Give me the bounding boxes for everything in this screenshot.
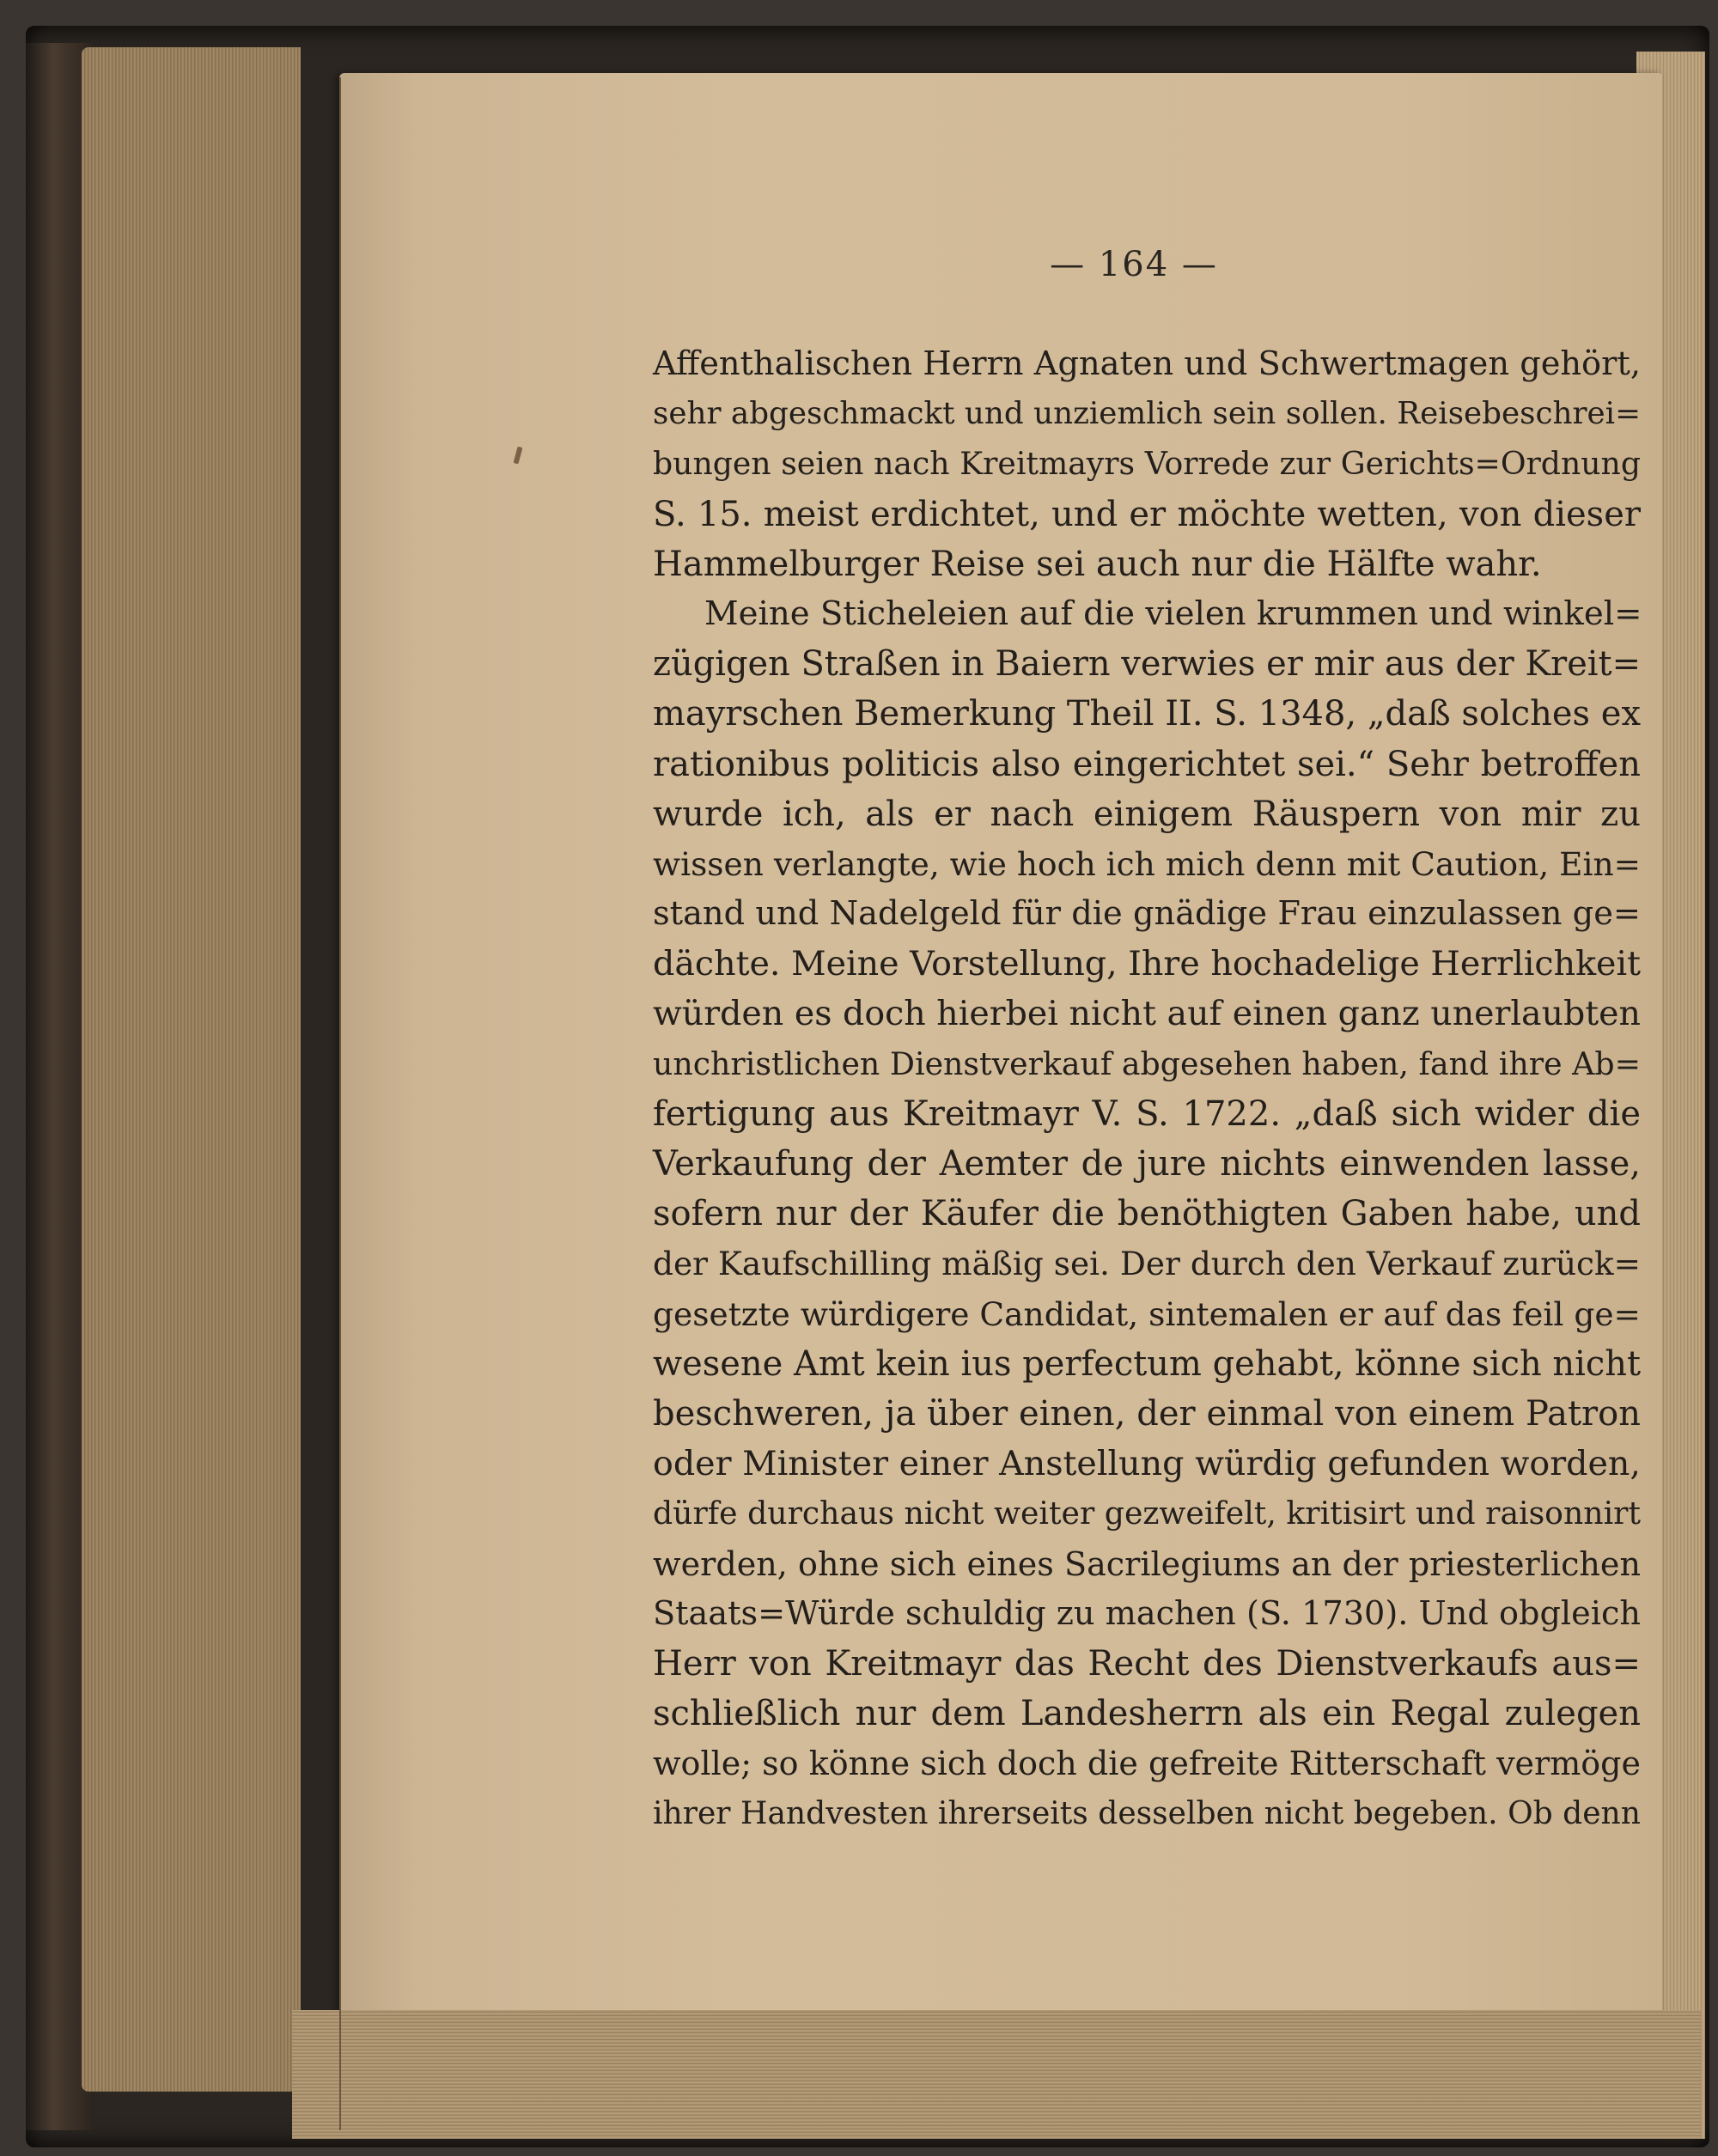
text-line: sehr abgeschmackt und unziemlich sein sollen. Reisebeschrei= xyxy=(653,396,1641,432)
page-number: — 164 — xyxy=(1050,245,1218,284)
text-line: gesetzte würdigere Candidat, sintemalen er auf das feil ge= xyxy=(653,1294,1641,1333)
text-line: fertigung aus Kreitmayr V. S. 1722. „daß sich wider die xyxy=(653,1093,1641,1134)
text-line: Affenthalischen Herrn Agnaten und Schwertmagen gehört, xyxy=(653,344,1641,383)
page-edges-bottom xyxy=(292,2010,1701,2139)
text-line: ihrer Handvesten ihrerseits desselben nicht begeben. Ob denn xyxy=(653,1795,1641,1832)
text-line: würden es doch hierbei nicht auf einen ganz unerlaubten xyxy=(653,994,1641,1034)
text-line: wolle; so könne sich doch die gefreite Ritterschaft vermöge xyxy=(653,1745,1641,1783)
text-line: mayrschen Bemerkung Theil II. S. 1348, „daß solches ex xyxy=(653,694,1641,734)
text-line: stand und Nadelgeld für die gnädige Frau einzulassen ge= xyxy=(653,894,1641,934)
text-line: sofern nur der Käufer die benöthigten Gaben habe, und xyxy=(653,1194,1641,1234)
text-line: zügigen Straßen in Baiern verwies er mir aus der Kreit= xyxy=(653,644,1641,685)
text-line: oder Minister einer Anstellung würdig gefunden worden, xyxy=(653,1444,1641,1484)
text-line: der Kaufschilling mäßig sei. Der durch den Verkauf zurück= xyxy=(653,1245,1641,1283)
text-line: werden, ohne sich eines Sacrilegiums an der priesterlichen xyxy=(653,1544,1641,1583)
text-line: wesene Amt kein ius perfectum gehabt, könne sich nicht xyxy=(653,1343,1641,1384)
text-line: Staats=Würde schuldig zu machen (S. 1730). Und obgleich xyxy=(653,1594,1642,1633)
text-line: unchristlichen Dienstverkauf abgesehen haben, fand ihre Ab= xyxy=(653,1045,1641,1082)
text-line: S. 15. meist erdichtet, und er möchte wetten, von dieser xyxy=(653,494,1641,534)
text-line: wurde ich, als er nach einigem Räuspern von mir zu xyxy=(653,794,1641,834)
text-line: bungen seien nach Kreitmayrs Vorrede zur Gerichts=Ordnung xyxy=(653,445,1641,483)
text-line: dächte. Meine Vorstellung, Ihre hochadelige Herrlichkeit xyxy=(653,944,1642,984)
text-line: rationibus politicis also eingerichtet sei.“ Sehr betroffen xyxy=(653,744,1641,784)
body-text xyxy=(653,339,1641,1839)
text-line: schließlich nur dem Landesherrn als ein Regal zulegen xyxy=(653,1694,1641,1734)
text-line: Verkaufung der Aemter de jure nichts einwenden lasse, xyxy=(653,1144,1641,1184)
text-line: wissen verlangte, wie hoch ich mich denn mit Caution, Ein= xyxy=(653,844,1641,883)
page-gutter xyxy=(339,77,341,2130)
text-line: Herr von Kreitmayr das Recht des Dienstverkaufs aus= xyxy=(653,1643,1641,1684)
text-line: beschweren, ja über einen, der einmal von einem Patron xyxy=(653,1393,1641,1434)
text-line: dürfe durchaus nicht weiter gezweifelt, kritisirt und raisonnirt xyxy=(653,1495,1641,1532)
text-line: Hammelburger Reise sei auch nur die Hälfte wahr. xyxy=(653,544,1542,584)
text-line: Meine Sticheleien auf die vielen krummen und winkel= xyxy=(704,594,1642,633)
page-edges-left xyxy=(82,47,301,2092)
